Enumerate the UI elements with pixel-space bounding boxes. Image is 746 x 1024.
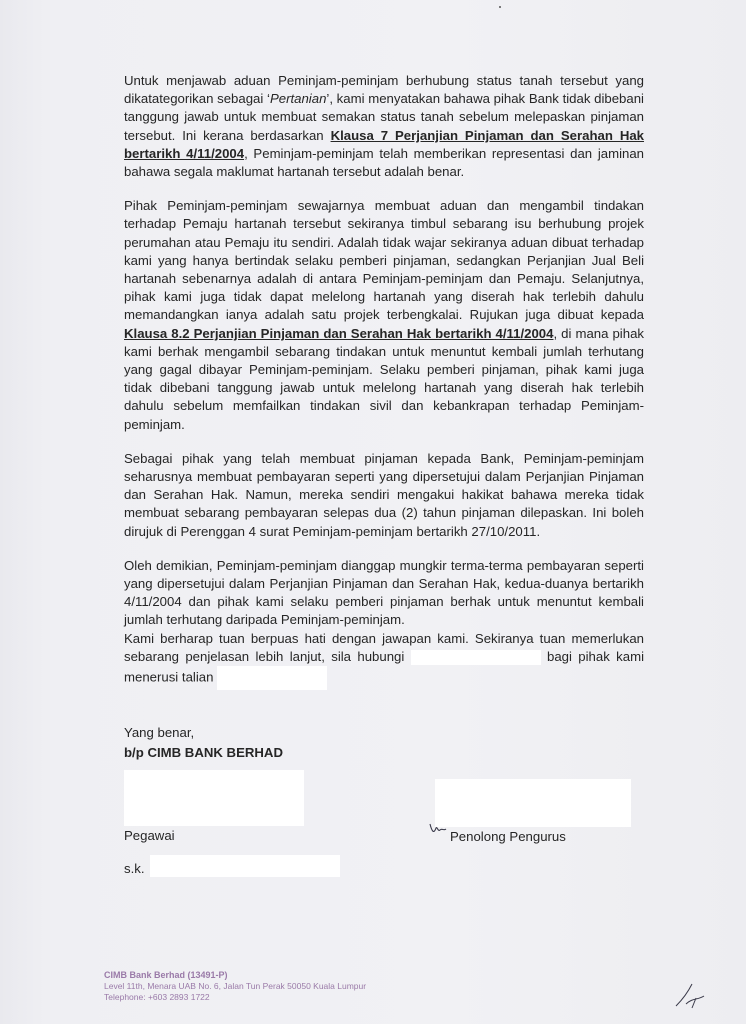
paragraph-1 — [124, 72, 644, 181]
footer-address: Level 11th, Menara UAB No. 6, Jalan Tun Perak 50050 Kuala Lumpur — [104, 981, 367, 991]
p1-clause-reference: Klausa 7 Perjanjian Pinjaman dan Serahan Hak — [330, 127, 645, 143]
p2-text-a: Pihak Peminjam-peminjam sewajarnya membuat aduan dan mengambil tindakan terhadap Pemaju hartanah tersebut sekiranya timbul sebarang isu berhubung projek perumahan atau Pemaju itu sendiri. Adalah tidak wajar sekiranya aduan dibuat terhadap kami yang hanya bertindak selaku pemberi pinjaman, sedangkan Perjanjian Jual Beli hartanah sebenarnya adalah di antara Peminjam-peminjam dan Pemaju. Selanjutnya, pihak kami juga tidak dapat melelong hartanah yang diserah hak terlebih dahulu memandangkan ianya adalah satu projek terbengkalai. Rujukan juga dibuat kepada — [124, 198, 644, 323]
paragraph-3: Sebagai pihak yang telah membuat pinjaman kepada Bank, Peminjam-peminjam seharusnya membuat pembayaran seperti yang dipersetujui dalam Perjanjian Pinjaman dan Serahan Hak. Namun, mereka sendiri mengakui hakikat bahawa mereka tidak membuat sebarang pembayaran selepas dua (2) tahun pinjaman dilepaskan. Ini boleh dirujuk di Perenggan 4 surat Peminjam-peminjam bertarikh 27/10/2011. — [124, 450, 644, 539]
corner-initial-icon — [670, 978, 710, 1014]
footer-telephone: Telephone: +603 2893 1722 — [104, 992, 210, 1002]
speck-mark-icon — [498, 4, 502, 10]
cc-label: s.k. — [124, 861, 145, 876]
paragraph-2 — [124, 197, 644, 434]
p1-italic-term: Pertanian — [269, 91, 327, 107]
p5-text-a: Kami berharap tuan berpuas hati dengan jawapan kami. Sekiranya tuan memerlukan sebarang penjelasan lebih lanjut, sila hubungi — [124, 630, 644, 664]
footer-company: CIMB Bank Berhad (13491-P) — [104, 970, 228, 980]
p5-text-b: bagi pihak kami menerusi talian — [124, 648, 645, 685]
on-behalf-line: b/p CIMB BANK BERHAD — [124, 745, 283, 760]
signatory-left-title: Pegawai — [124, 828, 175, 843]
salutation: Yang benar, — [124, 725, 195, 740]
letter-body — [124, 72, 644, 690]
p1-date-reference: bertarikh 4/11/2004 — [124, 145, 245, 161]
redacted-signature-right — [435, 779, 631, 827]
redacted-signature-left — [124, 770, 304, 826]
initial-mark-icon — [428, 820, 448, 838]
p1-text-b: ’, kami menyatakan bahawa pihak Bank tidak dibebani tanggung jawab untuk membuat semakan status tanah sebelum melepaskan pinjaman tersebut. Ini kerana berdasarkan — [124, 91, 644, 143]
p1-text-d: , Peminjam-peminjam telah memberikan representasi dan jaminan bahawa segala maklumat hartanah tersebut adalah benar. — [124, 145, 644, 180]
paragraph-4: Oleh demikian, Peminjam-peminjam dianggap mungkir terma-terma pembayaran seperti yang dipersetujui dalam Perjanjian Pinjaman dan Serahan Hak, kedua-duanya bertarikh 4/11/2004 dan pihak kami selaku pemberi pinjaman berhak untuk menuntut kembali jumlah terhutang daripada Peminjam-peminjam. — [124, 557, 644, 628]
letterhead-footer — [104, 970, 366, 1003]
signatory-right-title: Penolong Pengurus — [450, 829, 566, 844]
redacted-contact-name — [411, 650, 541, 665]
redacted-cc-recipient — [150, 855, 340, 877]
redacted-phone-number — [217, 666, 327, 690]
p2-text-b: , di mana pihak kami berhak mengambil sebarang tindakan untuk menuntut kembali jumlah terhutang yang gagal dibayar Peminjam-peminjam. Selaku pemberi pinjaman, pihak kami juga tidak dibebani tanggung jawab untuk melelong hartanah yang diserah hak terlebih dahulu sebelum memfailkan tindakan sivil dan kebankrapan terhadap Peminjam-peminjam. — [124, 325, 644, 432]
paragraph-5 — [124, 630, 644, 690]
p1-text-a: Untuk menjawab aduan Peminjam-peminjam berhubung status tanah tersebut yang dikatategorikan sebagai ‘ — [124, 73, 644, 107]
p2-clause-reference: Klausa 8.2 Perjanjian Pinjaman dan Serahan Hak bertarikh 4/11/2004 — [124, 325, 554, 341]
closing-block — [124, 723, 283, 763]
